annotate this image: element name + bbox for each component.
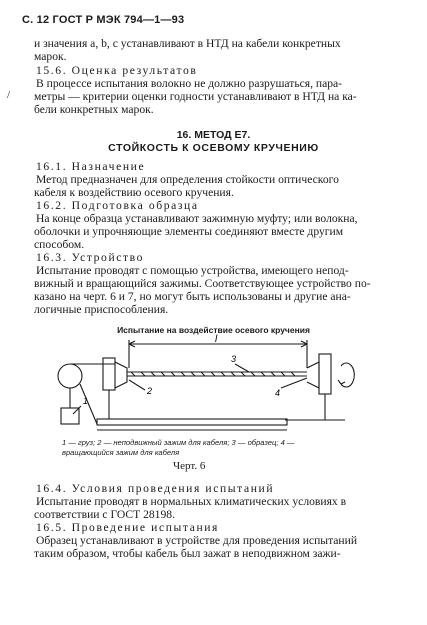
page-header: С. 12 ГОСТ Р МЭК 794—1—93 [22,14,185,26]
section-heading-16-4: 16.4. Условия проведения испытаний [36,482,275,495]
callout-1: 1 [83,396,89,406]
text-line: таким образом, чтобы кабель был зажат в неподвижном зажи- [34,547,341,560]
text-line: Образец устанавливают в устройстве для проведения испытаний [36,534,358,547]
section-heading-16-1: 16.1. Назначение [36,160,146,173]
section-heading-16-5: 16.5. Проведение испытания [36,521,219,534]
text-line: логичные приспособления. [34,303,169,316]
text-line: кабеля к воздействию осевого кручения. [34,186,234,199]
text-line: и значения a, b, c устанавливают в НТД на кабели конкретных [34,37,341,50]
section-heading-16-3: 16.3. Устройство [36,251,145,264]
text-line: Метод предназначен для определения стойкости оптического [36,173,339,186]
text-line: Испытание проводят с помощью устройства, имеющего непод- [36,264,349,277]
pulley-icon [58,364,82,388]
text-line: способом. [34,238,85,251]
text-line: метры — критерии оценки годности устанавливают в НТД на ка- [34,90,357,103]
section-heading-15-6: 15.6. Оценка результатов [36,64,198,77]
torsion-test-diagram [45,334,365,438]
text-line: соответствии с ГОСТ 28198. [34,508,175,521]
fixed-clamp-icon [103,358,115,390]
figure-caption: Черт. 6 [173,460,206,472]
section-heading-16-2: 16.2. Подготовка образца [36,199,199,212]
text-line: На конце образца устанавливают зажимную муфту; или волокна, [36,212,358,225]
dimension-label: l [215,334,218,345]
text-line: В процессе испытания волокно не должно разрушаться, пара- [36,77,343,90]
margin-mark: / [7,89,11,101]
method-title: 16. МЕТОД Е7. [176,129,251,141]
method-subtitle: СТОЙКОСТЬ К ОСЕВОМУ КРУЧЕНИЮ [108,142,319,154]
text-line: оболочки и упрочняющие элементы соединяют вместе другим [34,225,344,238]
text-line: казано на черт. 6 и 7, но могут быть использованы и другие ана- [34,290,351,303]
figure-legend-line: вращающийся зажим для кабеля [62,448,180,457]
callout-3: 3 [231,354,237,364]
figure-legend-line: 1 — груз; 2 — неподвижный зажим для кабеля; 3 — образец; 4 — [62,438,295,447]
text-line: вижный и вращающийся зажимы. Соответствующее устройство по- [34,277,371,290]
text-line: Испытание проводят в нормальных климатических условиях в [36,495,347,508]
callout-4: 4 [275,388,281,398]
text-line: бели конкретных марок. [34,103,154,116]
text-line: марок. [34,50,67,63]
rotating-clamp-icon [319,354,331,394]
figure-title: Испытание на воздействие осевого кручения [117,325,310,335]
callout-2: 2 [147,386,153,396]
